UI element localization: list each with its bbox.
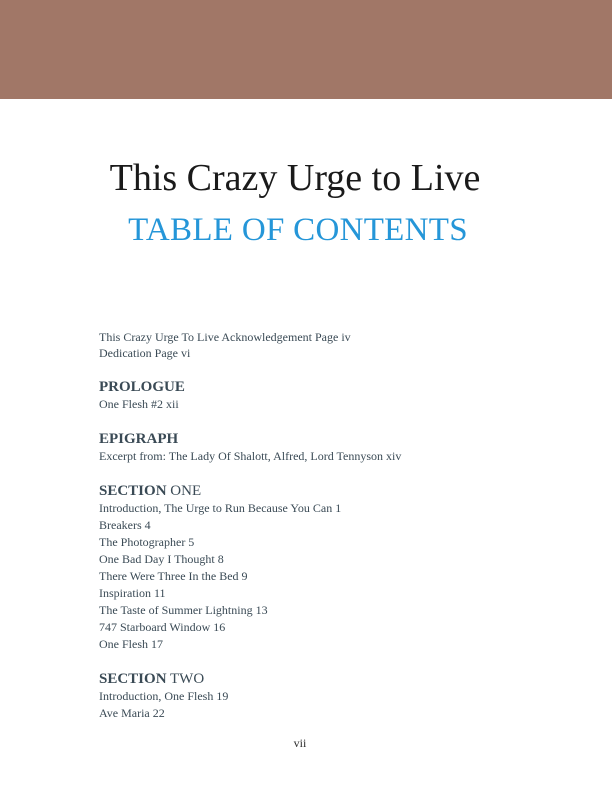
toc-entry[interactable]: This Crazy Urge To Live Acknowledgement Page iv (99, 330, 351, 344)
section-title: SECTION ONE (99, 483, 202, 499)
table-of-contents (99, 329, 559, 722)
toc-entry[interactable]: The Photographer 5 (99, 535, 195, 549)
section-prologue (99, 378, 559, 413)
section-title: PROLOGUE (99, 379, 185, 395)
toc-entry[interactable]: 747 Starboard Window 16 (99, 620, 226, 634)
toc-entry[interactable]: One Flesh #2 xii (99, 397, 179, 411)
section-title: EPIGRAPH (99, 431, 179, 447)
section-epigraph (99, 430, 559, 465)
toc-entry[interactable]: Dedication Page vi (99, 346, 191, 360)
front-matter (99, 329, 559, 361)
toc-entry[interactable]: Inspiration 11 (99, 586, 166, 600)
toc-entry[interactable]: Excerpt from: The Lady Of Shalott, Alfred, Lord Tennyson xiv (99, 449, 402, 463)
toc-entry[interactable]: Introduction, One Flesh 19 (99, 689, 229, 703)
toc-entry[interactable]: One Flesh 17 (99, 637, 163, 651)
section-title: SECTION TWO (99, 671, 205, 687)
toc-entry[interactable]: Introduction, The Urge to Run Because You Can 1 (99, 501, 342, 515)
book-title: This Crazy Urge to Live (109, 157, 481, 199)
toc-entry[interactable]: One Bad Day I Thought 8 (99, 552, 224, 566)
toc-entry[interactable]: There Were Three In the Bed 9 (99, 569, 248, 583)
page-number: vii (293, 736, 307, 750)
section-one (99, 482, 559, 653)
toc-heading: TABLE OF CONTENTS (128, 212, 468, 248)
toc-entry[interactable]: Breakers 4 (99, 518, 151, 532)
toc-entry[interactable]: The Taste of Summer Lightning 13 (99, 603, 268, 617)
toc-entry[interactable]: Ave Maria 22 (99, 706, 165, 720)
header-band (0, 0, 612, 99)
section-two (99, 670, 559, 722)
